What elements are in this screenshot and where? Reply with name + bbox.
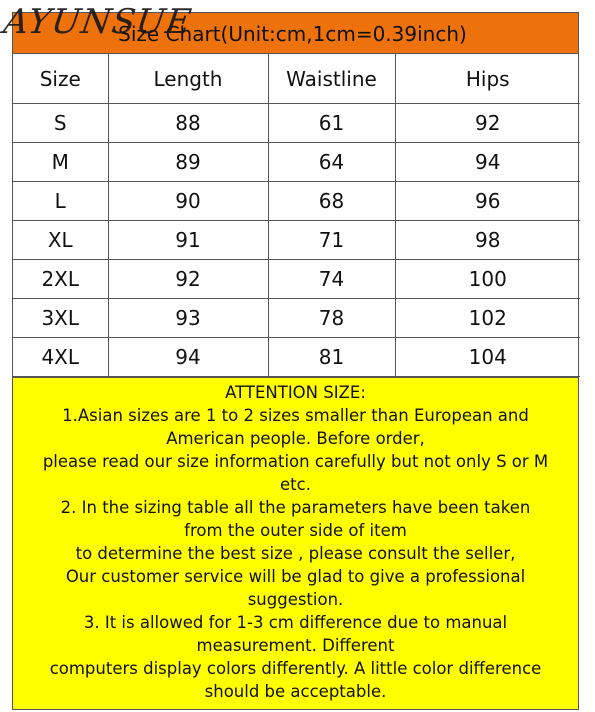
cell-size: L — [13, 182, 108, 221]
cell-hips: 100 — [395, 260, 580, 299]
cell-waistline: 68 — [268, 182, 395, 221]
column-header-size: Size — [13, 54, 108, 104]
cell-length: 90 — [108, 182, 268, 221]
table-row — [13, 299, 580, 338]
column-header-hips: Hips — [395, 54, 580, 104]
brand-logo: AYUNSUE — [1, 2, 195, 42]
cell-waistline: 74 — [268, 260, 395, 299]
column-header-waistline: Waistline — [268, 54, 395, 104]
cell-length: 94 — [108, 338, 268, 377]
cell-length: 89 — [108, 143, 268, 182]
cell-hips: 96 — [395, 182, 580, 221]
table-row — [13, 182, 580, 221]
attention-notice — [13, 377, 578, 709]
cell-hips: 98 — [395, 221, 580, 260]
notice-line: to determine the best size , please consult the seller, — [75, 544, 516, 563]
cell-waistline: 61 — [268, 104, 395, 143]
cell-size: S — [13, 104, 108, 143]
notice-line: computers display colors differently. A little color difference — [49, 659, 542, 678]
cell-size: 4XL — [13, 338, 108, 377]
notice-line: suggestion. — [247, 590, 344, 609]
cell-length: 88 — [108, 104, 268, 143]
cell-hips: 94 — [395, 143, 580, 182]
cell-hips: 92 — [395, 104, 580, 143]
cell-length: 93 — [108, 299, 268, 338]
column-header-length: Length — [108, 54, 268, 104]
cell-length: 91 — [108, 221, 268, 260]
notice-line: measurement. Different — [196, 636, 395, 655]
cell-waistline: 71 — [268, 221, 395, 260]
cell-size: XL — [13, 221, 108, 260]
cell-size: M — [13, 143, 108, 182]
notice-line: 1.Asian sizes are 1 to 2 sizes smaller than European and — [62, 406, 529, 425]
cell-hips: 102 — [395, 299, 580, 338]
table-row — [13, 143, 580, 182]
cell-hips: 104 — [395, 338, 580, 377]
cell-size: 3XL — [13, 299, 108, 338]
cell-waistline: 78 — [268, 299, 395, 338]
size-chart — [12, 12, 579, 710]
notice-line: etc. — [280, 475, 311, 494]
cell-length: 92 — [108, 260, 268, 299]
cell-size: 2XL — [13, 260, 108, 299]
cell-waistline: 81 — [268, 338, 395, 377]
table-header-row — [13, 54, 580, 104]
cell-waistline: 64 — [268, 143, 395, 182]
size-table — [13, 54, 580, 377]
notice-line: Our customer service will be glad to give a professional — [65, 567, 526, 586]
table-row — [13, 260, 580, 299]
notice-line: 3. It is allowed for 1-3 cm difference due to manual — [83, 613, 508, 632]
table-row — [13, 338, 580, 377]
notice-line: from the outer side of item — [184, 521, 407, 540]
notice-line: 2. In the sizing table all the parameters have been taken — [60, 498, 531, 517]
size-chart-title: Size Chart(Unit:cm,1cm=0.39inch) — [118, 22, 467, 46]
notice-heading: ATTENTION SIZE: — [225, 383, 366, 402]
notice-line: should be acceptable. — [204, 682, 387, 701]
table-row — [13, 104, 580, 143]
notice-line: please read our size information carefully but not only S or M — [42, 452, 549, 471]
notice-line: American people. Before order, — [166, 429, 425, 448]
table-row — [13, 221, 580, 260]
